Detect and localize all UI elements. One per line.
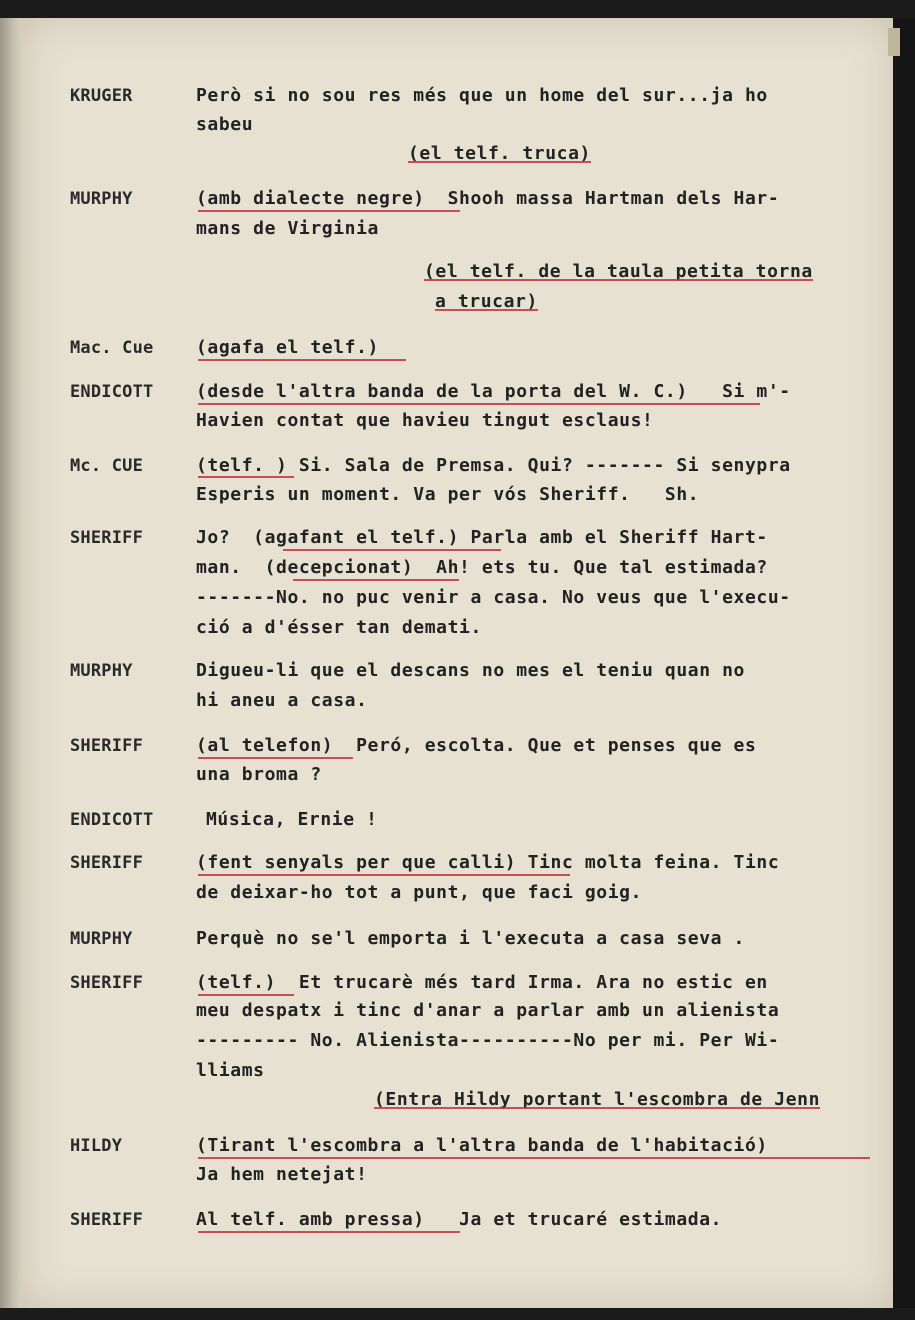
speaker-label: Mc. CUE [70, 456, 144, 476]
speaker-label: Mac. Cue [70, 338, 154, 358]
dialogue-line: (telf.) Et trucarè més tard Irma. Ara no estic en [196, 972, 768, 993]
speaker-label: ENDICOTT [70, 810, 154, 830]
speaker-label: MURPHY [70, 189, 133, 209]
speaker-label: KRUGER [70, 86, 133, 106]
stage-direction: (el telf. truca) [408, 143, 591, 164]
dialogue-line: (telf. ) Si. Sala de Premsa. Qui? ------- Si senypra [196, 455, 791, 476]
stage-direction: (Entra Hildy portant l'escombra de Jenn [374, 1089, 821, 1110]
red-underline [198, 994, 294, 996]
page-edge-shadow [893, 18, 915, 1308]
red-underline [198, 757, 353, 759]
red-underline [283, 549, 501, 551]
speaker-label: SHERIFF [70, 528, 144, 548]
red-underline [198, 1231, 460, 1233]
speaker-label: MURPHY [70, 929, 133, 949]
speaker-label: SHERIFF [70, 973, 144, 993]
dialogue-line: (agafa el telf.) [196, 337, 379, 358]
red-underline [198, 210, 460, 212]
speaker-label: ENDICOTT [70, 382, 154, 402]
red-underline [198, 1157, 870, 1159]
dialogue-line: Digueu-li que el descans no mes el teniu quan no [196, 660, 745, 681]
speaker-label: HILDY [70, 1136, 123, 1156]
dialogue-line: (al telefon) Peró, escolta. Que et penses que es [196, 735, 757, 756]
dialogue-line: Al telf. amb pressa) Ja et trucaré estimada. [196, 1209, 723, 1230]
dialogue-line: (amb dialecte negre) Shooh massa Hartman dels Har- [196, 188, 780, 209]
stage-direction: a trucar) [435, 291, 538, 312]
speaker-label: SHERIFF [70, 1210, 144, 1230]
stage-direction: (el telf. de la taula petita torna [424, 261, 813, 282]
dialogue-line: hi aneu a casa. [196, 690, 368, 711]
red-underline [198, 476, 294, 478]
red-underline [293, 579, 459, 581]
dialogue-line: man. (decepcionat) Ah! ets tu. Que tal estimada? [196, 557, 768, 578]
speaker-label: MURPHY [70, 661, 133, 681]
dialogue-line: ció a d'ésser tan demati. [196, 617, 482, 638]
dialogue-line: (fent senyals per que calli) Tinc molta feina. Tinc [196, 852, 780, 873]
dialogue-line: (Tirant l'escombra a l'altra banda de l'habitació) [196, 1135, 768, 1156]
dialogue-line: --------- No. Alienista----------No per mi. Per Wi- [196, 1030, 780, 1051]
dialogue-line: Esperis un moment. Va per vós Sheriff. Sh. [196, 484, 700, 505]
red-underline [198, 874, 570, 876]
dialogue-line: (desde l'altra banda de la porta del W. C.) Si m'- [196, 381, 791, 402]
dialogue-line: mans de Virginia [196, 218, 379, 239]
dialogue-line: Jo? (agafant el telf.) Parla amb el Sheriff Hart- [196, 527, 768, 548]
speaker-label: SHERIFF [70, 853, 144, 873]
red-underline [198, 359, 406, 361]
red-underline [198, 403, 760, 405]
dialogue-line: Havien contat que havieu tingut esclaus! [196, 410, 654, 431]
dialogue-line: -------No. no puc venir a casa. No veus que l'execu- [196, 587, 791, 608]
dialogue-line: de deixar-ho tot a punt, que faci goig. [196, 882, 643, 903]
dialogue-line: sabeu [196, 114, 254, 135]
dialogue-line: Perquè no se'l emporta i l'executa a casa seva . [196, 928, 745, 949]
dialogue-line: Ja hem netejat! [196, 1164, 368, 1185]
dialogue-line: lliams [196, 1060, 265, 1081]
dialogue-line: Però si no sou res més que un home del sur...ja ho [196, 85, 768, 106]
page-tab [888, 28, 900, 56]
dialogue-line: Música, Ernie ! [206, 809, 378, 830]
binding-edge [0, 18, 24, 1308]
dialogue-line: meu despatx i tinc d'anar a parlar amb un alienista [196, 1000, 780, 1021]
dialogue-line: una broma ? [196, 764, 322, 785]
speaker-label: SHERIFF [70, 736, 144, 756]
